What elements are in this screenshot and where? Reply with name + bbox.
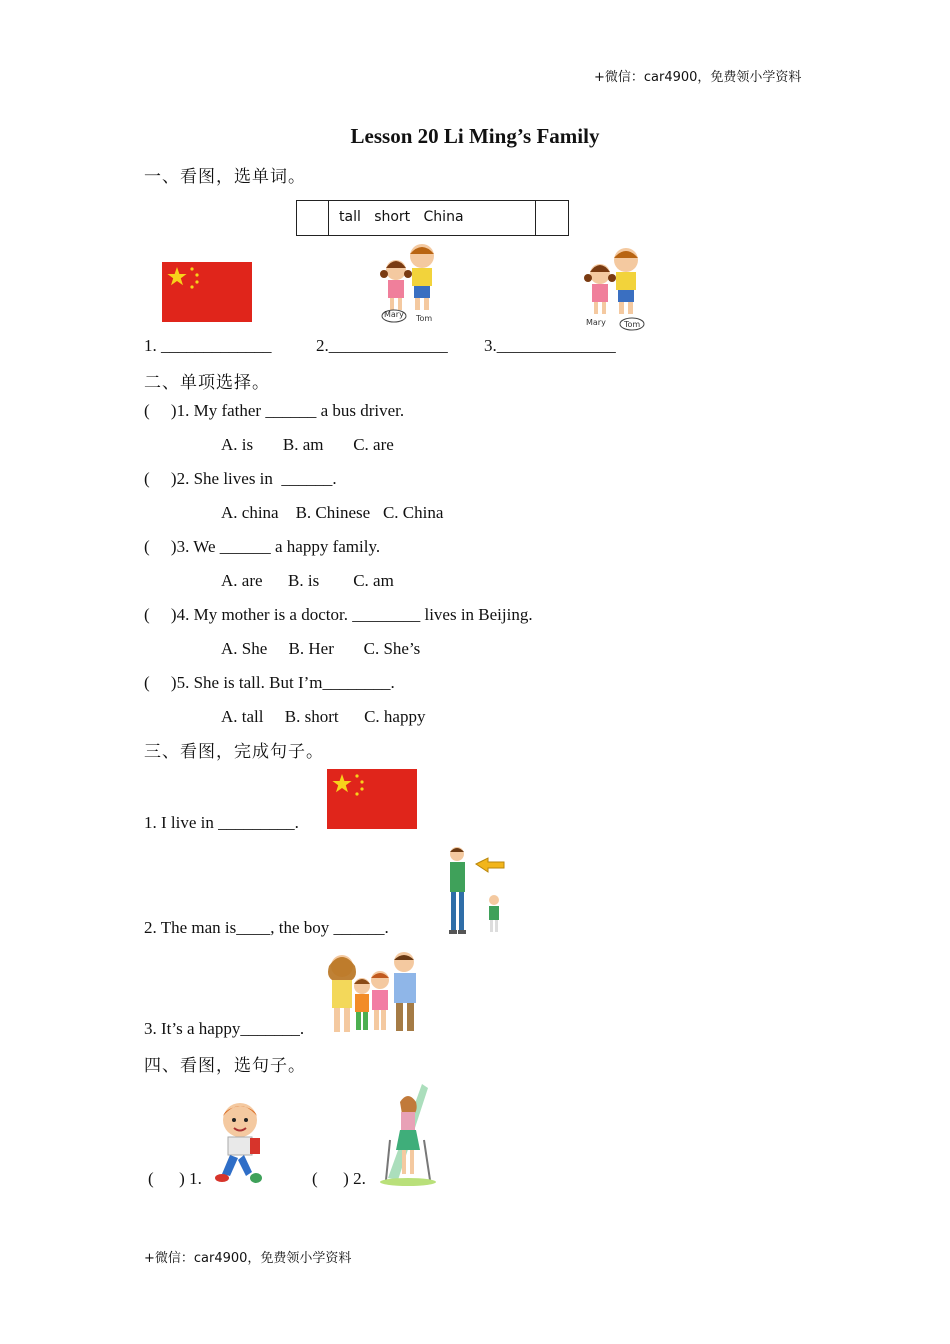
section1-heading: 一、看图，选单词。 [144, 167, 306, 187]
header-contact: +微信：car4900，免费领小学资料 [594, 70, 802, 85]
question-2-stem: ( )2. She lives in ______. [144, 469, 337, 488]
section3-item-3: 3. It’s a happy_______. [144, 1019, 305, 1038]
question-3-options: A. are B. is C. am [221, 571, 394, 590]
section1-blank-3: 3.______________ [484, 336, 616, 355]
mary-label-2: Mary [586, 318, 606, 327]
question-5-stem: ( )5. She is tall. But I’m________. [144, 673, 395, 692]
question-1-options: A. is B. am C. are [221, 435, 394, 454]
question-3-stem: ( )3. We ______ a happy family. [144, 537, 381, 556]
section3-heading: 三、看图，完成句子。 [144, 742, 324, 762]
section4-item-1: ( ) 1. [148, 1169, 202, 1188]
running-boy-image [210, 1098, 268, 1186]
mary-label-1: Mary [384, 310, 404, 319]
question-5-options: A. tall B. short C. happy [221, 707, 426, 726]
tom-label-2: Tom [624, 320, 641, 329]
china-flag-image-2 [327, 769, 417, 829]
section3-item-1: 1. I live in _________. [144, 813, 299, 832]
footer-contact: +微信：car4900，免费领小学资料 [144, 1251, 352, 1266]
section2-heading: 二、单项选择。 [144, 373, 270, 393]
section3-item-2: 2. The man is____, the boy ______. [144, 918, 389, 937]
mary-tom-image-tom-circled [578, 244, 650, 332]
word-box-words: tall short China [339, 209, 464, 225]
section4-heading: 四、看图，选句子。 [144, 1056, 306, 1076]
question-1-stem: ( )1. My father ______ a bus driver. [144, 401, 405, 420]
section1-blank-1: 1. _____________ [144, 336, 272, 355]
tom-label-1: Tom [416, 314, 433, 323]
page-title: Lesson 20 Li Ming’s Family [350, 124, 600, 148]
china-flag-image [162, 262, 252, 322]
happy-family-image [322, 950, 428, 1036]
question-2-options: A. china B. Chinese C. China [221, 503, 444, 522]
tall-woman-image [378, 1080, 444, 1188]
mary-tom-image-mary-circled [374, 240, 446, 326]
section4-item-2: ( ) 2. [312, 1169, 366, 1188]
word-box [296, 200, 569, 236]
question-4-stem: ( )4. My mother is a doctor. ________ lives in Beijing. [144, 605, 533, 624]
section1-blank-2: 2.______________ [316, 336, 448, 355]
question-4-options: A. She B. Her C. She’s [221, 639, 421, 658]
tall-man-short-boy-image [442, 844, 508, 936]
